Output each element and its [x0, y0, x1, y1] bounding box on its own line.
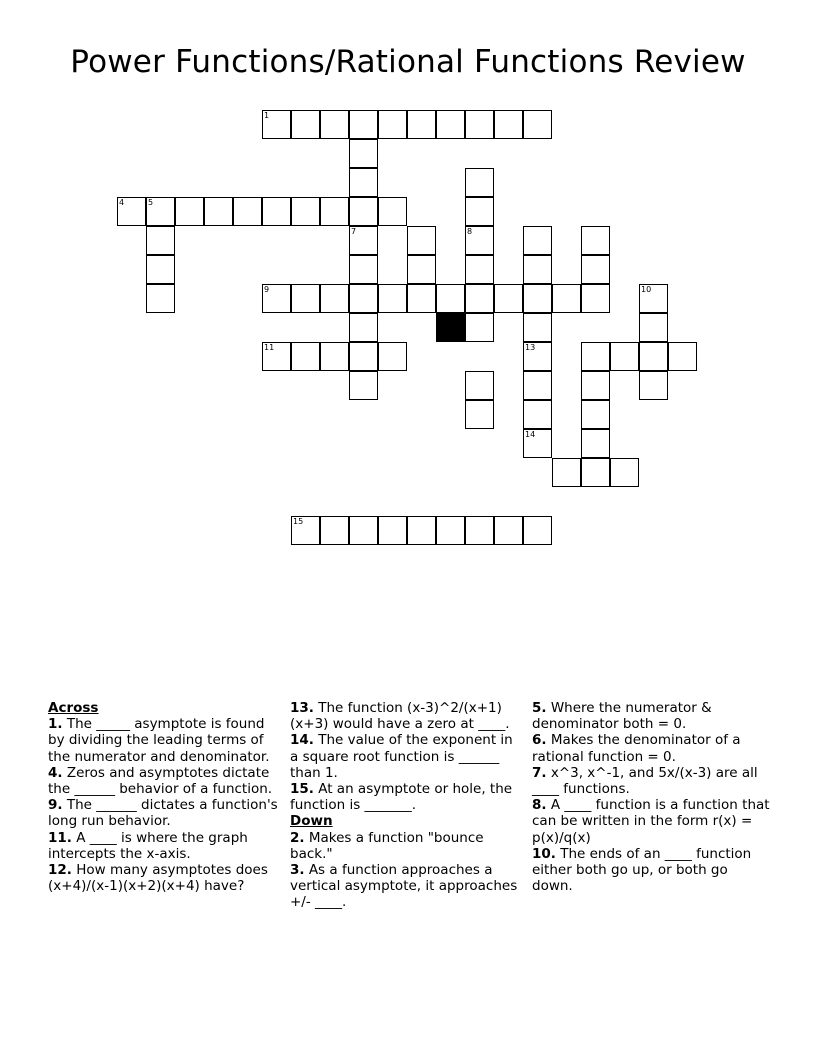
grid-cell[interactable] [146, 226, 175, 255]
grid-cell[interactable] [407, 516, 436, 545]
grid-cell[interactable] [146, 197, 175, 226]
clue-number: 14. [290, 732, 314, 749]
grid-cell[interactable] [639, 284, 668, 313]
clue-number: 13. [290, 700, 314, 716]
clue-number: 4. [48, 764, 63, 781]
clue-text: Where the numerator & denominator both = 0. [532, 700, 712, 733]
grid-cell[interactable] [436, 284, 465, 313]
clue-number: 6. [532, 732, 547, 749]
grid-cell[interactable] [523, 313, 552, 342]
grid-cell[interactable] [407, 284, 436, 313]
grid-cell[interactable] [465, 516, 494, 545]
clue-number-label: 8 [467, 227, 473, 236]
clue-number: 8. [532, 797, 547, 814]
grid-cell[interactable] [407, 226, 436, 255]
grid-cell[interactable] [378, 110, 407, 139]
grid-cell[interactable] [349, 313, 378, 342]
clue-text: At an asymptote or hole, the function is _______. [290, 781, 513, 814]
clue-down-3 [290, 862, 522, 911]
clue-number-label: 14 [525, 430, 536, 439]
grid-cell[interactable] [233, 197, 262, 226]
clue-text: The _____ asymptote is found by dividing the leading terms of the numerator and denominator. [48, 716, 270, 765]
clue-text: Makes the denominator of a rational function = 0. [532, 732, 741, 765]
clue-across-15 [290, 781, 522, 813]
clue-number-label: 10 [641, 285, 652, 294]
clue-number: 3. [290, 862, 305, 879]
across-heading: Across [48, 700, 99, 716]
clue-number: 15. [290, 781, 314, 798]
grid-cell[interactable] [581, 226, 610, 255]
grid-cell[interactable] [581, 342, 610, 371]
grid-cell[interactable] [349, 168, 378, 197]
clue-number: 10. [532, 845, 556, 862]
clue-across-11 [48, 830, 280, 862]
clue-number-label: 7 [351, 227, 357, 236]
grid-cell[interactable] [581, 255, 610, 284]
grid-cell[interactable] [349, 110, 378, 139]
clue-text: The ends of an ____ function either both go up, or both go down. [532, 845, 752, 895]
grid-cell[interactable] [262, 110, 291, 139]
grid-cell[interactable] [523, 516, 552, 545]
clue-down-6 [532, 732, 770, 764]
clue-across-1 [48, 716, 280, 765]
grid-cell[interactable] [523, 255, 552, 284]
clue-number-label: 15 [293, 517, 304, 526]
grid-cell[interactable] [291, 516, 320, 545]
grid-cell[interactable] [581, 429, 610, 458]
grid-cell[interactable] [494, 284, 523, 313]
clue-text: A ____ function is a function that can be written in the form r(x) = p(x)/q(x) [532, 797, 770, 846]
clues-column-2 [290, 700, 522, 911]
clue-number-label: 11 [264, 343, 275, 352]
grid-cell[interactable] [378, 284, 407, 313]
grid-cell[interactable] [639, 313, 668, 342]
clue-text: As a function approaches a vertical asymptote, it approaches +/- ____. [290, 862, 518, 911]
grid-cell[interactable] [262, 197, 291, 226]
grid-cell[interactable] [523, 284, 552, 313]
clue-number: 2. [290, 829, 305, 846]
clue-text: Makes a function "bounce back." [290, 829, 484, 862]
grid-cell[interactable] [291, 284, 320, 313]
grid-cell[interactable] [349, 516, 378, 545]
clue-across-14 [290, 732, 522, 781]
clue-number-label: 9 [264, 285, 270, 294]
grid-cell[interactable] [262, 284, 291, 313]
clue-number-label: 1 [264, 111, 270, 120]
clue-text: The ______ dictates a function's long run behavior. [48, 797, 278, 830]
grid-cell[interactable] [581, 458, 610, 487]
grid-cell[interactable] [465, 371, 494, 400]
clue-down-10 [532, 846, 770, 895]
grid-cell[interactable] [552, 458, 581, 487]
grid-cell[interactable] [494, 516, 523, 545]
grid-cell[interactable] [320, 110, 349, 139]
clue-down-7 [532, 765, 770, 797]
clue-across-13 [290, 700, 522, 732]
clue-number: 12. [48, 862, 72, 879]
grid-cell[interactable] [349, 284, 378, 313]
clue-number: 11. [48, 829, 72, 846]
clue-across-9 [48, 797, 280, 829]
clue-down-5 [532, 700, 770, 732]
clue-number: 9. [48, 797, 63, 814]
clue-down-8 [532, 797, 770, 846]
clue-text: Zeros and asymptotes dictate the ______ behavior of a function. [48, 764, 273, 798]
block-cell [436, 313, 465, 342]
grid-cell[interactable] [320, 342, 349, 371]
clue-text: The function (x-3)^2/(x+1)(x+3) would have a zero at ____. [290, 700, 510, 733]
grid-cell[interactable] [465, 197, 494, 226]
grid-cell[interactable] [146, 284, 175, 313]
grid-cell[interactable] [320, 197, 349, 226]
clue-across-4 [48, 765, 280, 797]
grid-cell[interactable] [494, 110, 523, 139]
clue-text: x^3, x^-1, and 5x/(x-3) are all ____ functions. [532, 764, 758, 798]
grid-cell[interactable] [436, 516, 465, 545]
grid-cell[interactable] [581, 371, 610, 400]
grid-cell[interactable] [204, 197, 233, 226]
grid-cell[interactable] [581, 400, 610, 429]
grid-cell[interactable] [465, 255, 494, 284]
clue-number-label: 5 [148, 198, 154, 207]
clue-number: 5. [532, 700, 547, 716]
grid-cell[interactable] [465, 168, 494, 197]
grid-cell[interactable] [436, 110, 465, 139]
grid-cell[interactable] [552, 284, 581, 313]
grid-cell[interactable] [523, 371, 552, 400]
down-heading: Down [290, 813, 333, 830]
clue-text: A ____ is where the graph intercepts the x-axis. [48, 829, 248, 862]
grid-cell[interactable] [523, 110, 552, 139]
grid-cell[interactable] [639, 371, 668, 400]
grid-cell[interactable] [349, 197, 378, 226]
grid-cell[interactable] [378, 516, 407, 545]
grid-cell[interactable] [465, 284, 494, 313]
clue-number-label: 13 [525, 343, 536, 352]
grid-cell[interactable] [175, 197, 204, 226]
grid-cell[interactable] [378, 342, 407, 371]
clue-down-2 [290, 830, 522, 862]
grid-cell[interactable] [349, 139, 378, 168]
grid-cell[interactable] [523, 429, 552, 458]
clue-number-label: 4 [119, 198, 125, 207]
grid-cell[interactable] [291, 197, 320, 226]
grid-cell[interactable] [262, 342, 291, 371]
grid-cell[interactable] [349, 371, 378, 400]
grid-cell[interactable] [639, 342, 668, 371]
grid-cell[interactable] [668, 342, 697, 371]
clue-text: How many asymptotes does (x+4)/(x-1)(x+2)(x+4) have? [48, 862, 268, 895]
grid-cell[interactable] [291, 110, 320, 139]
grid-cell[interactable] [465, 226, 494, 255]
clues-column-1 [48, 700, 280, 894]
grid-cell[interactable] [610, 458, 639, 487]
grid-cell[interactable] [291, 342, 320, 371]
clue-number: 7. [532, 764, 547, 781]
clue-text: The value of the exponent in a square root function is ______ than 1. [290, 732, 513, 781]
clues-column-3 [532, 700, 770, 894]
page-title: Power Functions/Rational Functions Review [70, 44, 746, 80]
grid-cell[interactable] [349, 255, 378, 284]
grid-cell[interactable] [320, 516, 349, 545]
grid-cell[interactable] [146, 255, 175, 284]
grid-cell[interactable] [523, 226, 552, 255]
grid-cell[interactable] [378, 197, 407, 226]
clue-number: 1. [48, 716, 63, 733]
grid-cell[interactable] [349, 226, 378, 255]
clue-across-12 [48, 862, 280, 894]
grid-cell[interactable] [523, 342, 552, 371]
grid-cell[interactable] [610, 342, 639, 371]
grid-cell[interactable] [523, 400, 552, 429]
grid-cell[interactable] [465, 110, 494, 139]
grid-cell[interactable] [465, 400, 494, 429]
grid-cell[interactable] [117, 197, 146, 226]
grid-cell[interactable] [407, 110, 436, 139]
grid-cell[interactable] [581, 284, 610, 313]
grid-cell[interactable] [349, 342, 378, 371]
grid-cell[interactable] [465, 313, 494, 342]
grid-cell[interactable] [407, 255, 436, 284]
grid-cell[interactable] [320, 284, 349, 313]
